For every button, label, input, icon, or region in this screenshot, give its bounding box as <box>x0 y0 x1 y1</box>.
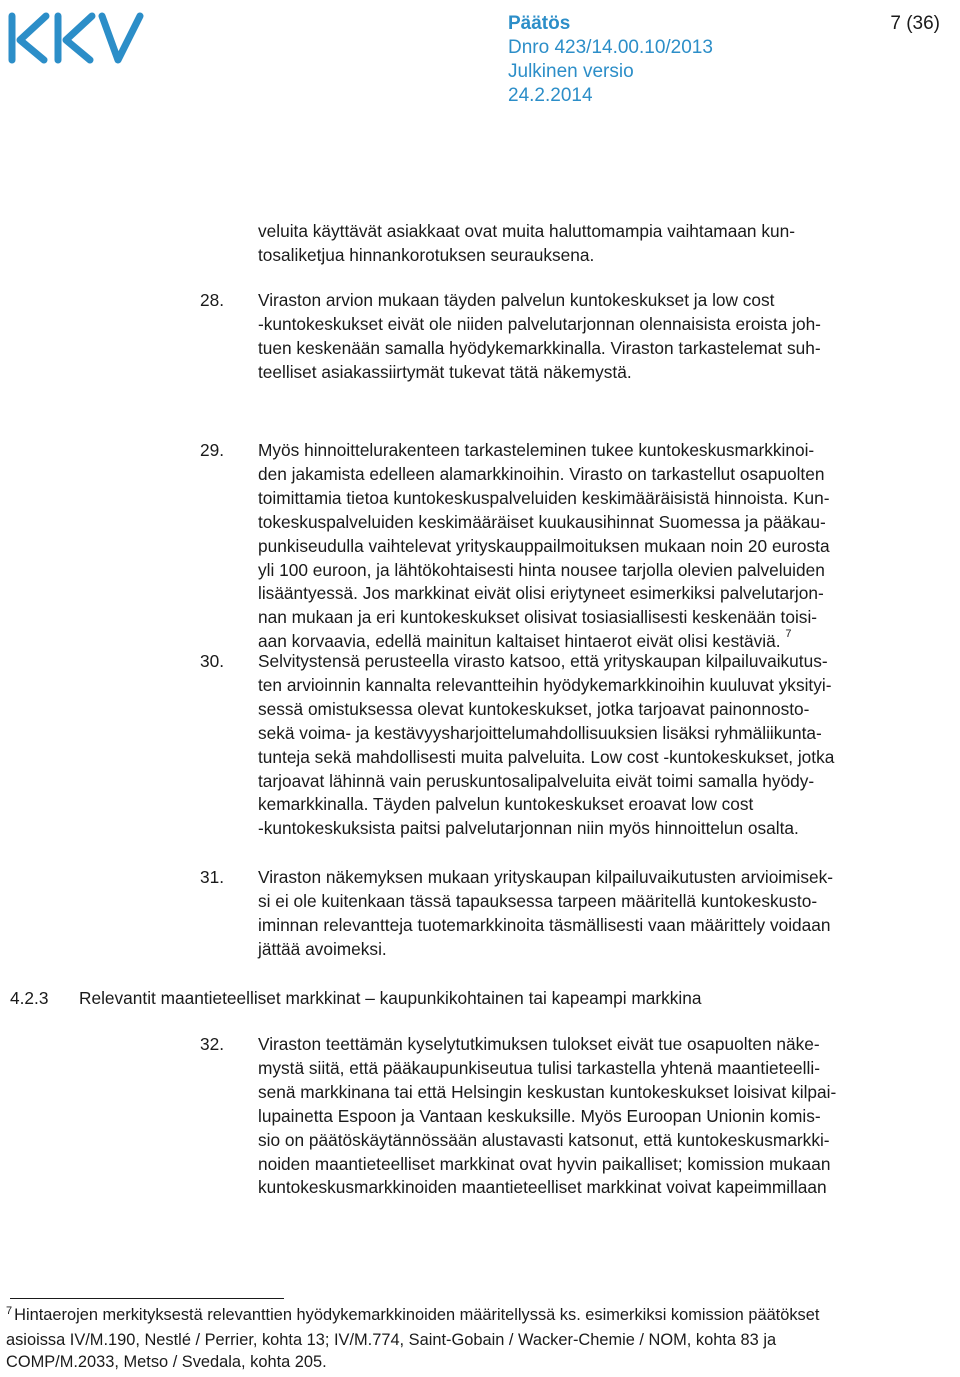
paragraph-number: 28. <box>200 290 225 310</box>
paragraph-number: 31. <box>200 867 225 887</box>
page-number: 7 (36) <box>890 13 940 34</box>
footnote-marker: 7 <box>6 1305 13 1317</box>
text-line: lisääntyessä. Jos markkinat eivät olisi eriytyneet esimerkiksi palvelutarjon- <box>258 583 824 604</box>
text-line: iminnan relevantteja tuotemarkkinoita täsmällisesti vaan määrittely voidaan <box>258 914 831 935</box>
text-line-content: aan korvaavia, edellä mainitun kaltaiset hintaerot eivät olisi kestäviä. <box>258 631 781 652</box>
text-line: yli 100 euroon, ja lähtökohtaisesti hinta nousee tarjolla olevien palveluiden <box>258 559 825 580</box>
text-line: sessä omistuksessa olevat kuntokeskukset, jotka tarjoavat painonnosto- <box>258 698 810 719</box>
text-line: tuen keskenään samalla hyödykemarkkinalla. Viraston tarkastelemat suh- <box>258 337 821 358</box>
footnote-separator <box>10 1298 284 1299</box>
text-line: Viraston teettämän kyselytutkimuksen tulokset eivät tue osapuolten näke- <box>258 1034 820 1054</box>
paragraph-number: 29. <box>200 440 225 460</box>
footnote <box>6 1304 819 1374</box>
text-line: punkiseudulla vaihtelevat yrityskauppailmoituksen mukaan noin 20 eurosta <box>258 535 830 556</box>
text-line: Viraston arvion mukaan täyden palvelun kuntokeskukset ja low cost <box>258 290 775 310</box>
text-line: Myös hinnoittelurakenteen tarkasteleminen tukee kuntokeskusmarkkinoi- <box>258 440 815 460</box>
text-line: lupainetta Espoon ja Vantaan keskuksille. Myös Euroopan Unionin komis- <box>258 1105 821 1126</box>
document-date: 24.2.2014 <box>508 85 593 106</box>
kkv-logo <box>6 12 146 64</box>
paragraph-number: 30. <box>200 651 225 671</box>
paragraph-body <box>258 289 821 385</box>
text-line: -kuntokeskukset eivät ole niiden palvelutarjonnan olennaisista eroista joh- <box>258 313 821 334</box>
footnote-text: Hintaerojen merkityksestä relevanttien hyödykemarkkinoiden määritellyssä ks. esimerkiksi komission päätökset <box>14 1306 820 1324</box>
dnro: Dnro 423/14.00.10/2013 <box>508 37 713 58</box>
text-line: teelliset asiakassiirtymät tukevat tätä näkemystä. <box>258 361 632 382</box>
document-header <box>508 12 940 108</box>
text-line: nan mukaan ja eri kuntokeskukset olisivat tosiasiallisesti keskenään toisi- <box>258 607 818 628</box>
paragraph-body <box>258 439 830 654</box>
paragraph-body <box>258 650 834 841</box>
text-line: tosaliketjua hinnankorotuksen seurauksena. <box>258 244 595 265</box>
footnote-line: COMP/M.2033, Metso / Svedala, kohta 205. <box>6 1353 327 1371</box>
text-line: tunteja sekä mahdollisesti muita palveluita. Low cost -kuntokeskukset, jotka <box>258 746 835 767</box>
text-line: si ei ole kuitenkaan tässä tapauksessa tarpeen määritellä kuntokeskusto- <box>258 890 818 911</box>
text-line: kuntokeskusmarkkinoiden maantieteelliset markkinat voivat kapeimmillaan <box>258 1177 827 1198</box>
text-line: mystä siitä, että pääkaupunkiseutua tulisi tarkastella yhtenä maantieteelli- <box>258 1057 820 1078</box>
text-line: senä markkinana tai että Helsingin keskustan kuntokeskukset loisivat kilpai- <box>258 1081 837 1102</box>
text-line: Selvitystensä perusteella virasto katsoo, että yrityskaupan kilpailuvaikutus- <box>258 651 828 671</box>
text-line: sio on päätöskäytännössään alustavasti katsonut, että kuntokeskusmarkki- <box>258 1129 830 1150</box>
paragraph-body <box>258 1033 836 1200</box>
text-line: jättää avoimeksi. <box>258 938 387 959</box>
section-title: Relevantit maantieteelliset markkinat – kaupunkikohtainen tai kapeampi markkina <box>79 988 702 1008</box>
footnote-line: asioissa IV/M.190, Nestlé / Perrier, kohta 13; IV/M.774, Saint-Gobain / Wacker-Chemie / NOM, kohta 83 ja <box>6 1330 777 1349</box>
text-line: sekä voima- ja kestävyysharjoittelumahdollisuuksien lisäksi ryhmäliikunta- <box>258 722 822 743</box>
footnote-line <box>6 1304 819 1329</box>
text-line: Viraston näkemyksen mukaan yrityskaupan kilpailuvaikutusten arvioimisek- <box>258 867 834 887</box>
text-line: ten arvioinnin kannalta relevantteihin hyödykemarkkinoihin kuuluvat yksityi- <box>258 674 832 695</box>
paragraph-body <box>258 866 833 962</box>
text-line: den jakamista edelleen alamarkkinoihin. Virasto on tarkastellut osapuolten <box>258 463 825 484</box>
continued-paragraph <box>258 220 795 268</box>
version-label: Julkinen versio <box>508 61 634 82</box>
paragraph-number: 32. <box>200 1034 225 1054</box>
document-type: Päätös <box>508 13 571 34</box>
text-line: kemarkkinalla. Täyden palvelun kuntokeskukset eroavat low cost <box>258 794 754 815</box>
text-line: tokeskuspalveluiden keskimääräiset kuukausihinnat Suomessa ja pääkau- <box>258 511 826 532</box>
text-line: -kuntokeskuksista paitsi palvelutarjonnan niin myös hinnoittelun osalta. <box>258 818 799 839</box>
text-line: tarjoavat lähinnä vain peruskuntosalipalveluita eivät toimi samalla hyödy- <box>258 770 815 791</box>
text-line: veluita käyttävät asiakkaat ovat muita haluttomampia vaihtamaan kun- <box>258 221 795 241</box>
section-number: 4.2.3 <box>10 988 49 1008</box>
text-line: toimittamia tietoa kuntokeskuspalveluiden keskimääräisistä hinnoista. Kun- <box>258 487 830 508</box>
text-line: noiden maantieteelliset markkinat ovat hyvin paikalliset; komission mukaan <box>258 1153 831 1174</box>
footnote-reference: 7 <box>785 628 792 641</box>
